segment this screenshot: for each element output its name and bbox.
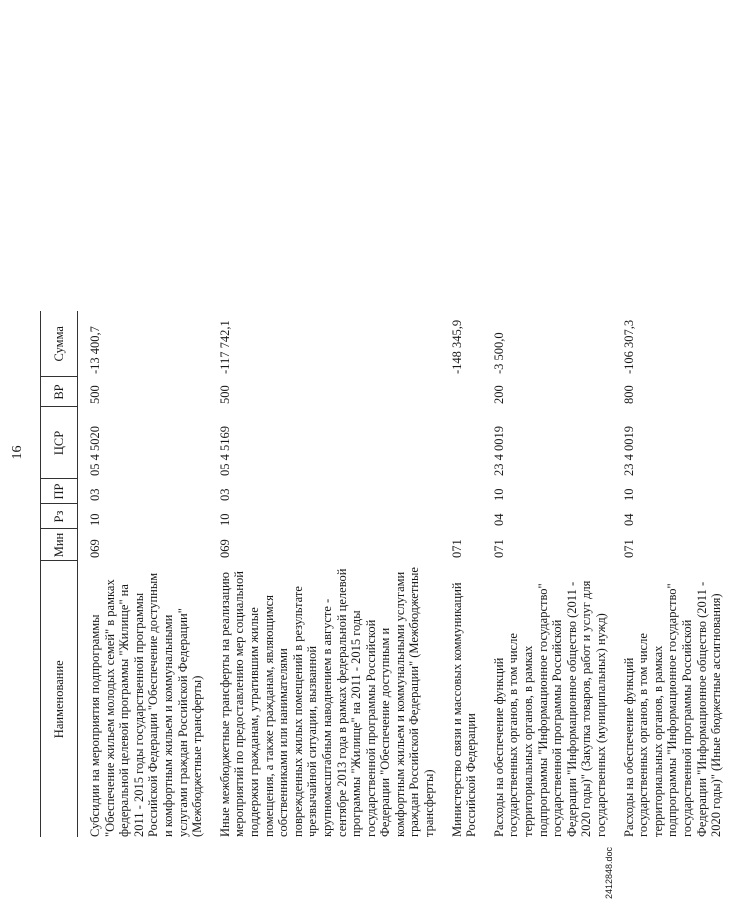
- row-sum: -117 742,1: [217, 320, 232, 374]
- row-sum: -3 500,0: [491, 332, 506, 374]
- row-csr: 23 4 0019: [491, 426, 506, 476]
- row-rz: 10: [217, 513, 232, 526]
- row-vr: 800: [621, 385, 636, 404]
- row-min: 071: [449, 539, 464, 558]
- table-row: [492, 311, 622, 837]
- col-header-rz: Рз: [41, 504, 78, 529]
- col-header-sum: Сумма: [41, 311, 78, 377]
- col-header-name: Наименование: [41, 561, 78, 837]
- row-min: 069: [88, 539, 102, 558]
- table-row: [450, 311, 492, 837]
- row-min: 071: [621, 539, 636, 558]
- row-csr: 05 4 5169: [217, 426, 232, 476]
- row-rz: 10: [88, 513, 102, 526]
- page-number: 16: [10, 445, 25, 460]
- row-csr: 05 4 5020: [88, 426, 102, 476]
- row-name: Расходы на обеспечение функций государственных органов, в том числе территориальных органов, в рамках подпрограммы "Информационное государство" государственной программы Российской Федерации "Информационное общество (2011 - 2020 годы)" (Иные бюджетные ассигнования): [621, 581, 724, 837]
- row-vr: 500: [217, 385, 232, 404]
- table-row: [622, 311, 737, 837]
- row-vr: 200: [491, 385, 506, 404]
- row-pr: 03: [217, 488, 232, 501]
- col-header-vr: ВР: [41, 377, 78, 407]
- row-sum: -106 307,3: [621, 319, 636, 374]
- row-rz: 04: [491, 513, 506, 526]
- row-sum: -13 400,7: [88, 326, 102, 374]
- row-name: Иные межбюджетные трансферты на реализацию мероприятий по предоставлению мер социальной поддержки гражданам, утратившим жилые помещения, а также гражданам, являющимся собственниками или нанимателями поврежденных жилых помещений в результате чрезвычайной ситуации, вызванной крупномасштабным наводнением в августе - сентябре 2013 года в рамках федеральной целевой программы "Жилище" на 2011 - 2015 годы государственной программы Российской Федерации "Обеспечение доступным и комфортным жильем и коммунальными услугами граждан Российской Федерации" (Межбюджетные трансферты): [217, 567, 437, 837]
- table-header-row: [41, 311, 78, 837]
- row-pr: 10: [621, 488, 636, 501]
- table-row: [78, 311, 218, 837]
- row-min: 071: [491, 539, 506, 558]
- row-csr: 23 4 0019: [621, 426, 636, 476]
- row-pr: [450, 479, 492, 504]
- row-pr: 10: [491, 488, 506, 501]
- row-name: Министерство связи и массовых коммуникаций Российской Федерации: [449, 582, 479, 837]
- row-rz: [450, 504, 492, 529]
- document-id: 2412848.doc: [604, 846, 614, 899]
- budget-table: [40, 311, 737, 837]
- row-vr: [450, 377, 492, 407]
- row-name: Субсидии на мероприятия подпрограммы "Обеспечение жильем молодых семей" в рамках федеральной целевой программы "Жилище" на 2011 - 2015 годы государственной программы Российской Федерации "Обеспечение доступным и комфортным жильем и коммунальными услугами граждан Российской Федерации" (Межбюджетные трансферты): [88, 572, 205, 837]
- row-sum: -148 345,9: [449, 319, 464, 374]
- col-header-csr: ЦСР: [41, 407, 78, 479]
- row-vr: 500: [88, 385, 102, 404]
- row-rz: 04: [621, 513, 636, 526]
- col-header-min: Мин: [41, 529, 78, 561]
- row-name: Расходы на обеспечение функций государственных органов, в том числе территориальных органов, в рамках подпрограммы "Информационное государство" государственной программы Российской Федерации "Информационное общество (2011 - 2020 годы)" (Закупка товаров, работ и услуг для государственных (муниципальных) нужд): [491, 580, 608, 837]
- row-pr: 03: [88, 488, 102, 501]
- row-min: 069: [217, 539, 232, 558]
- col-header-pr: ПР: [41, 479, 78, 504]
- table-row: [218, 311, 450, 837]
- row-csr: [450, 407, 492, 479]
